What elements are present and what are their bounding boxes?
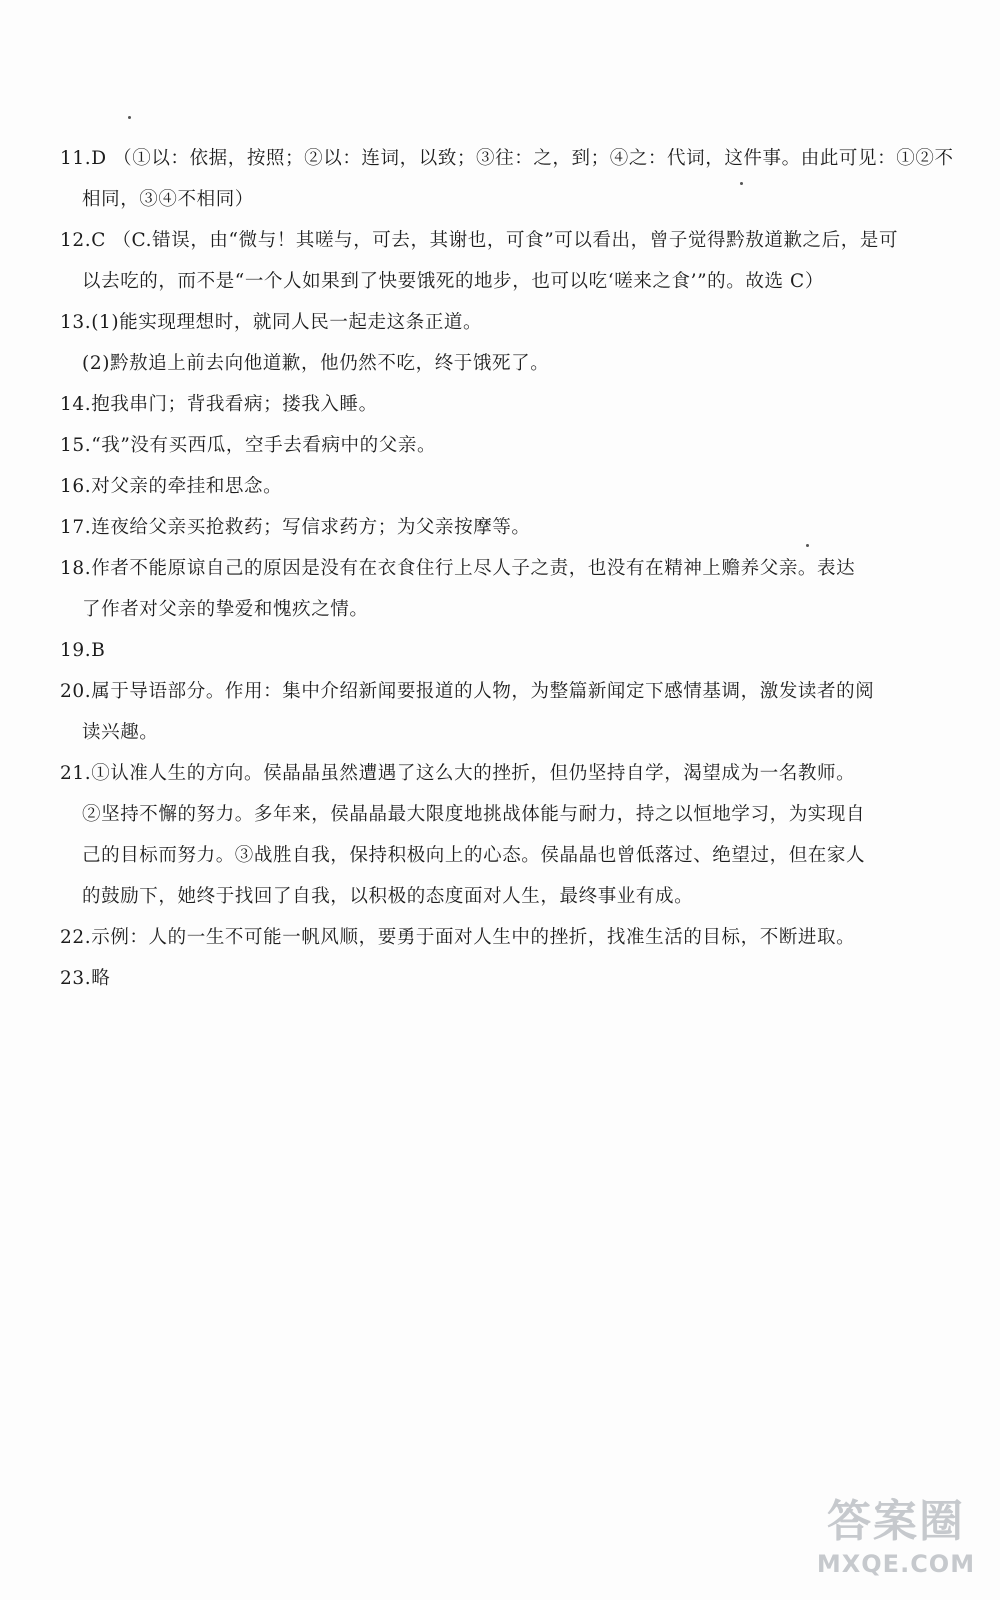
answer-item: [60, 466, 940, 507]
answer-item: [60, 548, 940, 630]
answer-text: 16.对父亲的牵挂和思念。: [60, 476, 283, 497]
watermark-logo-text: 答案圈: [827, 1496, 965, 1547]
answer-item: [60, 917, 940, 958]
answer-item: [60, 220, 940, 302]
answer-text-continued: 了作者对父亲的挚爱和愧疚之情。: [82, 599, 369, 620]
answer-item: [60, 958, 940, 999]
answer-item: [60, 507, 940, 548]
answer-text: 15.“我”没有买西瓜，空手去看病中的父亲。: [60, 435, 437, 456]
answer-text-continued: 相同，③④不相同）: [82, 189, 254, 210]
answer-text: 23.略: [60, 968, 111, 989]
answer-text: 11.D （①以：依据，按照；②以：连词，以致；③往：之，到；④之：代词，这件事。由此可见：①②不: [60, 148, 954, 169]
answer-text: 18.作者不能原谅自己的原因是没有在衣食住行上尽人子之责，也没有在精神上赡养父亲。表达: [60, 558, 856, 579]
answer-text-continued: 己的目标而努力。③战胜自我，保持积极向上的心态。侯晶晶也曾低落过、绝望过，但在家人: [82, 845, 866, 866]
answer-item: [60, 302, 940, 384]
answer-item: [60, 384, 940, 425]
answer-text: 14.抱我串门；背我看病；搂我入睡。: [60, 394, 378, 415]
watermark-url: MXQE.COM: [816, 1550, 976, 1578]
answer-text: 19.B: [60, 640, 106, 661]
answer-text: 20.属于导语部分。作用：集中介绍新闻要报道的人物，为整篇新闻定下感情基调，激发读者的阅: [60, 681, 875, 702]
site-watermark: [806, 1496, 986, 1580]
answer-text-continued: 以去吃的，而不是“一个人如果到了快要饿死的地步，也可以吃‘嗟来之食’”的。故选 C）: [82, 271, 824, 292]
answer-item: [60, 425, 940, 466]
answer-text: 22.示例：人的一生不可能一帆风顺，要勇于面对人生中的挫折，找准生活的目标，不断进取。: [60, 927, 856, 948]
answer-item: [60, 138, 954, 220]
answer-text: 21.①认准人生的方向。侯晶晶虽然遭遇了这么大的挫折，但仍坚持自学，渴望成为一名教师。: [60, 763, 856, 784]
answer-text: 12.C （C.错误，由“微与！其嗟与，可去，其谢也，可食”可以看出，曾子觉得黔敖道歉之后，是可: [60, 230, 899, 251]
answer-list: [60, 138, 954, 999]
answer-text: 13.(1)能实现理想时，就同人民一起走这条正道。: [60, 312, 483, 333]
scan-speck: [128, 116, 131, 119]
answer-item: [60, 671, 940, 753]
answer-item: [60, 630, 940, 671]
answer-text-continued: (2)黔敖追上前去向他道歉，他仍然不吃，终于饿死了。: [82, 353, 550, 374]
answer-text-continued: ②坚持不懈的努力。多年来，侯晶晶最大限度地挑战体能与耐力，持之以恒地学习，为实现自: [82, 804, 866, 825]
answer-text: 17.连夜给父亲买抢救药；写信求药方；为父亲按摩等。: [60, 517, 531, 538]
answer-text-continued: 读兴趣。: [82, 722, 159, 743]
answer-text-continued: 的鼓励下，她终于找回了自我，以积极的态度面对人生，最终事业有成。: [82, 886, 694, 907]
answer-item: [60, 753, 940, 917]
